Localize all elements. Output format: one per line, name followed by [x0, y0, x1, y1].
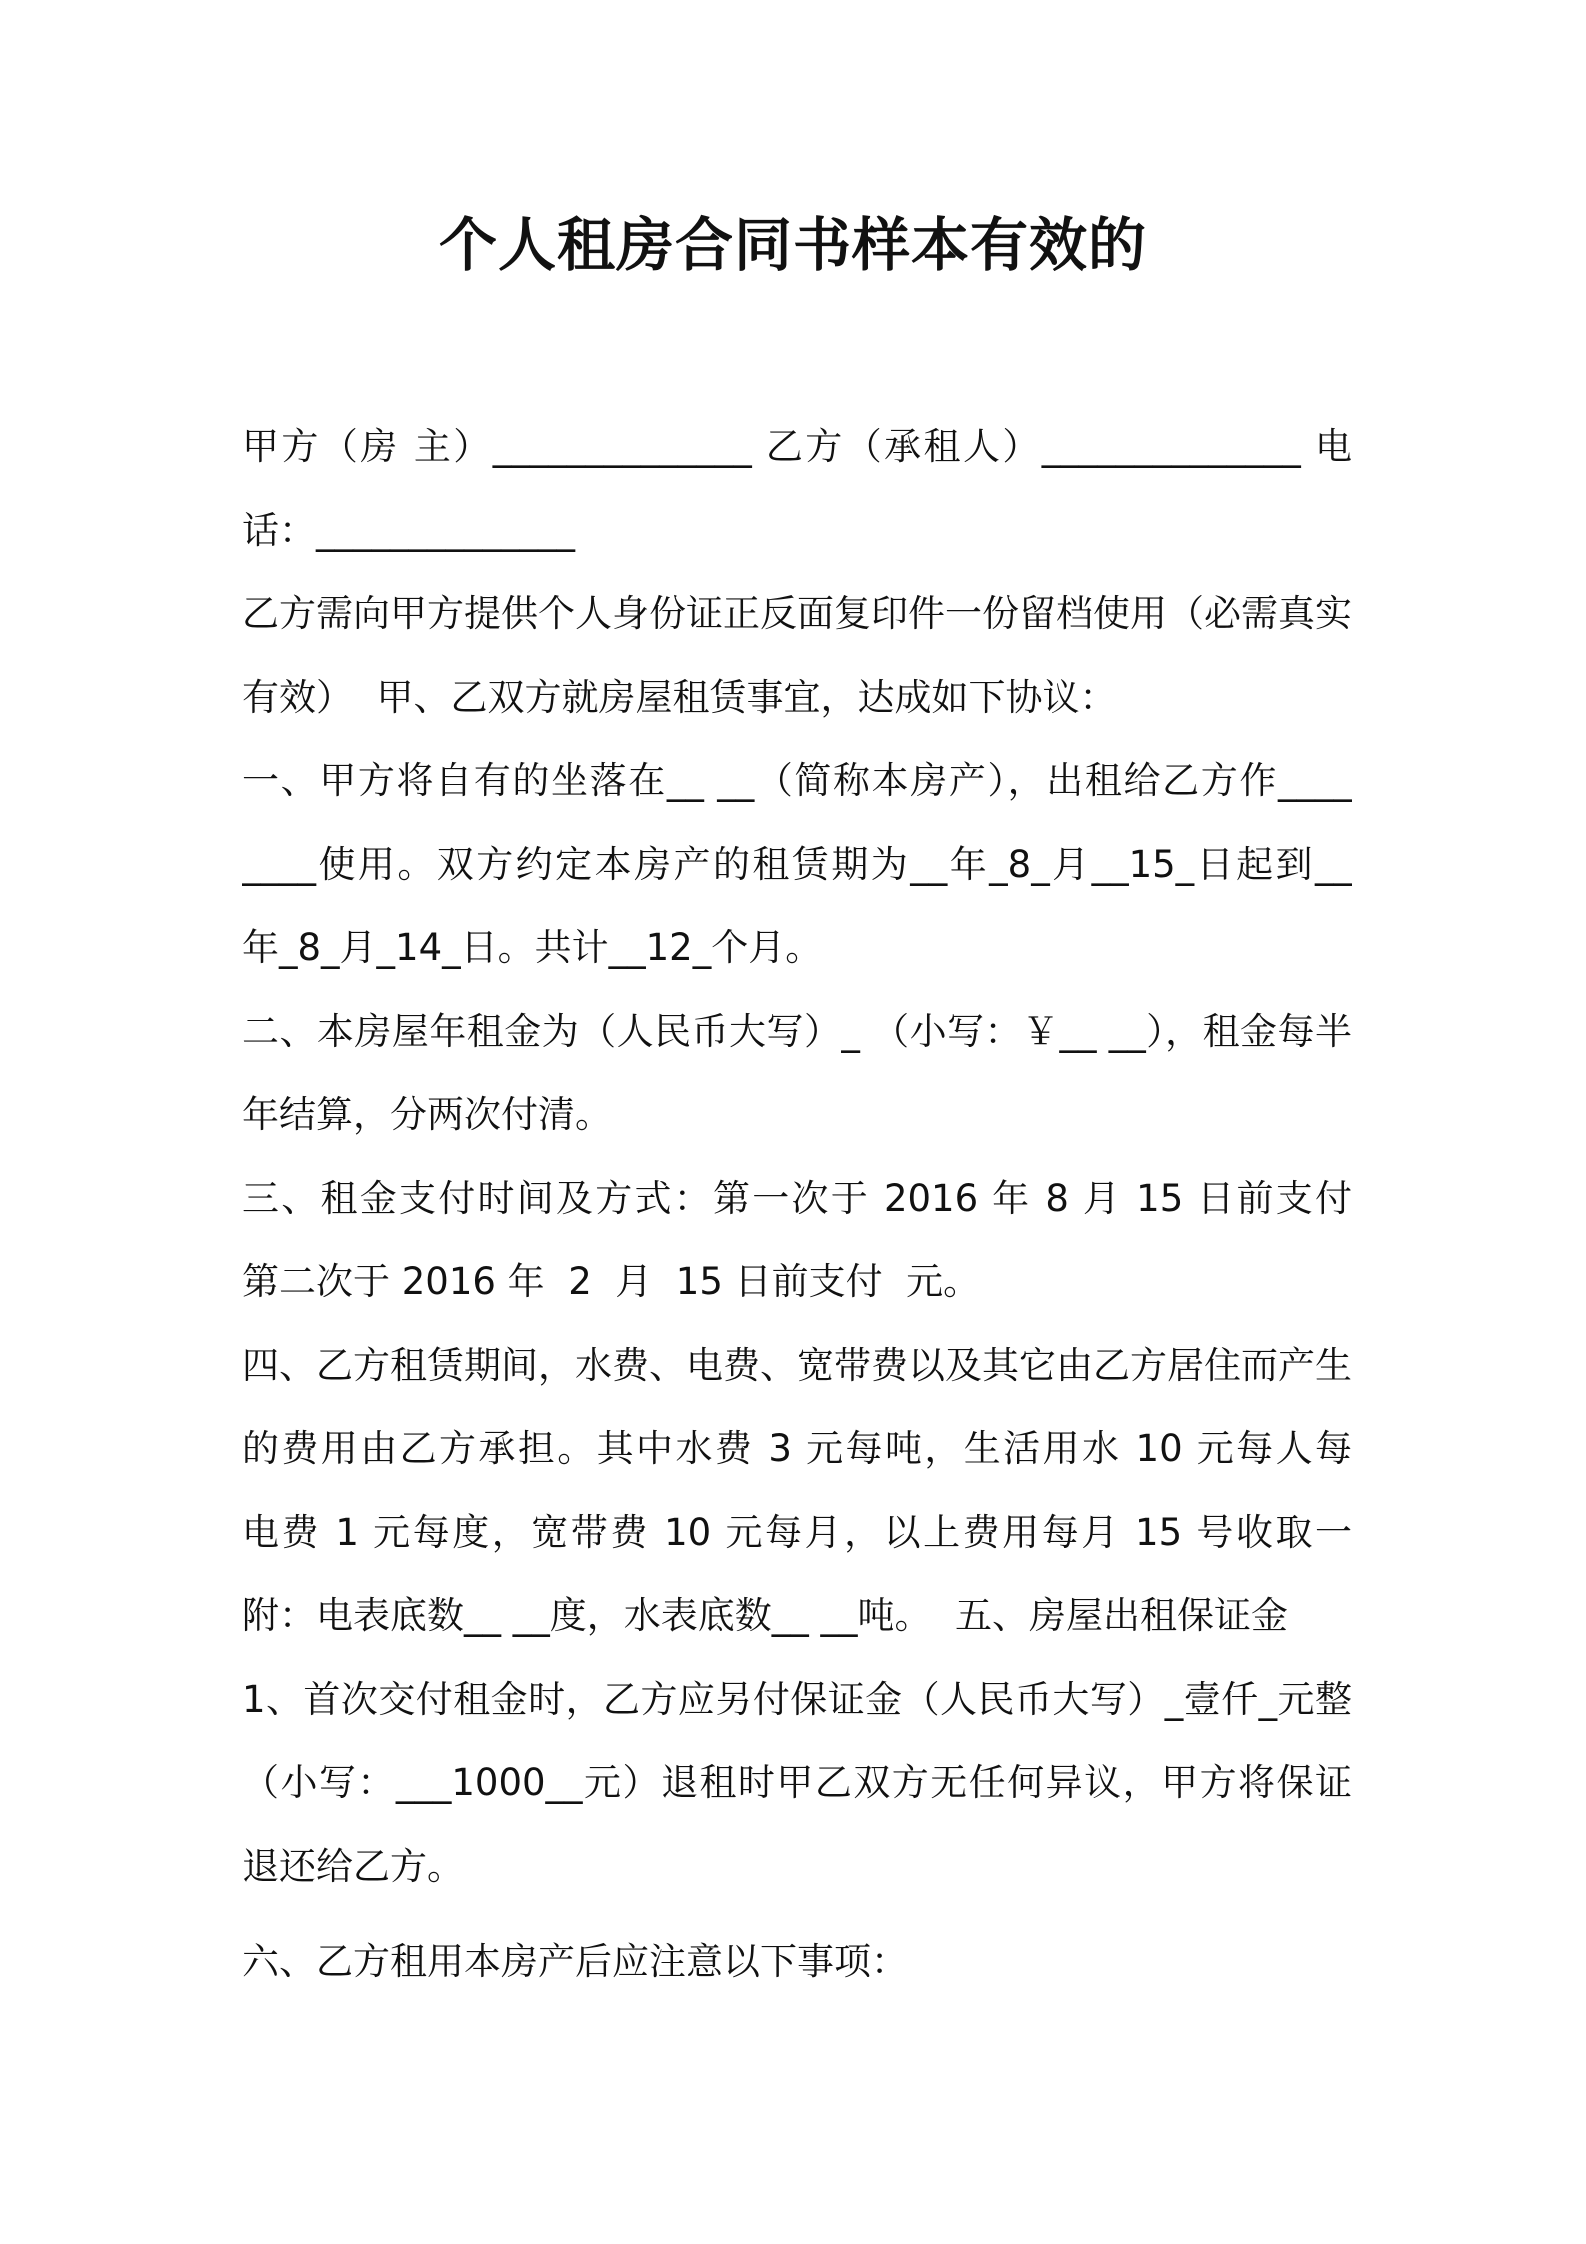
text-line-clause-5-1a: 1、首次交付租金时，乙方应另付保证金（人民币大写）_壹仟_元整 [242, 1677, 1352, 1721]
text-line-clause-3a: 三、租金支付时间及方式：第一次于 2016 年 8 月 15 日前支付 [242, 1176, 1352, 1220]
text-line-agreement-intro: 有效） 甲、乙双方就房屋租赁事宜，达成如下协议： [242, 675, 1117, 719]
text-line-clause-2a: 二、本房屋年租金为（人民币大写）_ （小写：￥__ __），租金每半 [242, 1009, 1352, 1053]
text-line-clause-4b: 的费用由乙方承担。其中水费 3 元每吨，生活用水 10 元每人每 [242, 1427, 1352, 1470]
document-title: 个人租房合同书样本有效的 [438, 211, 1147, 279]
contract-body [242, 405, 1352, 2004]
text-line-clause-1a: 一、甲方将自有的坐落在__ __（简称本房产），出租给乙方作____ [242, 759, 1352, 802]
text-line-clause-4a: 四、乙方租赁期间，水费、电费、宽带费以及其它由乙方居住而产生 [242, 1343, 1352, 1387]
text-line-parties: 甲方（房 主）______________ 乙方（承租人）______________ 电 [242, 425, 1352, 468]
text-line-id-requirement: 乙方需向甲方提供个人身份证正反面复印件一份留档使用（必需真实 [242, 592, 1352, 635]
text-line-clause-5-1b: （小写：___1000__元）退租时甲乙双方无任何异议，甲方将保证 [242, 1761, 1352, 1804]
text-line-clause-6: 六、乙方租用本房产后应注意以下事项： [242, 1940, 908, 1983]
text-line-clause-1b: ____使用。双方约定本房产的租赁期为__年_8_月__15_日起到__ [242, 842, 1352, 886]
text-line-clause-3b: 第二次于 2016 年 2 月 15 日前支付 元。 [242, 1260, 981, 1303]
text-line-clause-2b: 年结算，分两次付清。 [242, 1093, 612, 1136]
text-line-phone: 话：______________ [242, 508, 575, 552]
text-line-clause-1c: 年_8_月_14_日。共计__12_个月。 [242, 926, 823, 969]
text-line-clause-4c: 电费 1 元每度，宽带费 10 元每月，以上费用每月 15 号收取一 [242, 1510, 1352, 1554]
text-line-meter-readings: 附：电表底数__ __度，水表底数__ __吨。 五、房屋出租保证金 [242, 1594, 1289, 1637]
text-line-clause-5-1c: 退还给乙方。 [242, 1844, 464, 1888]
